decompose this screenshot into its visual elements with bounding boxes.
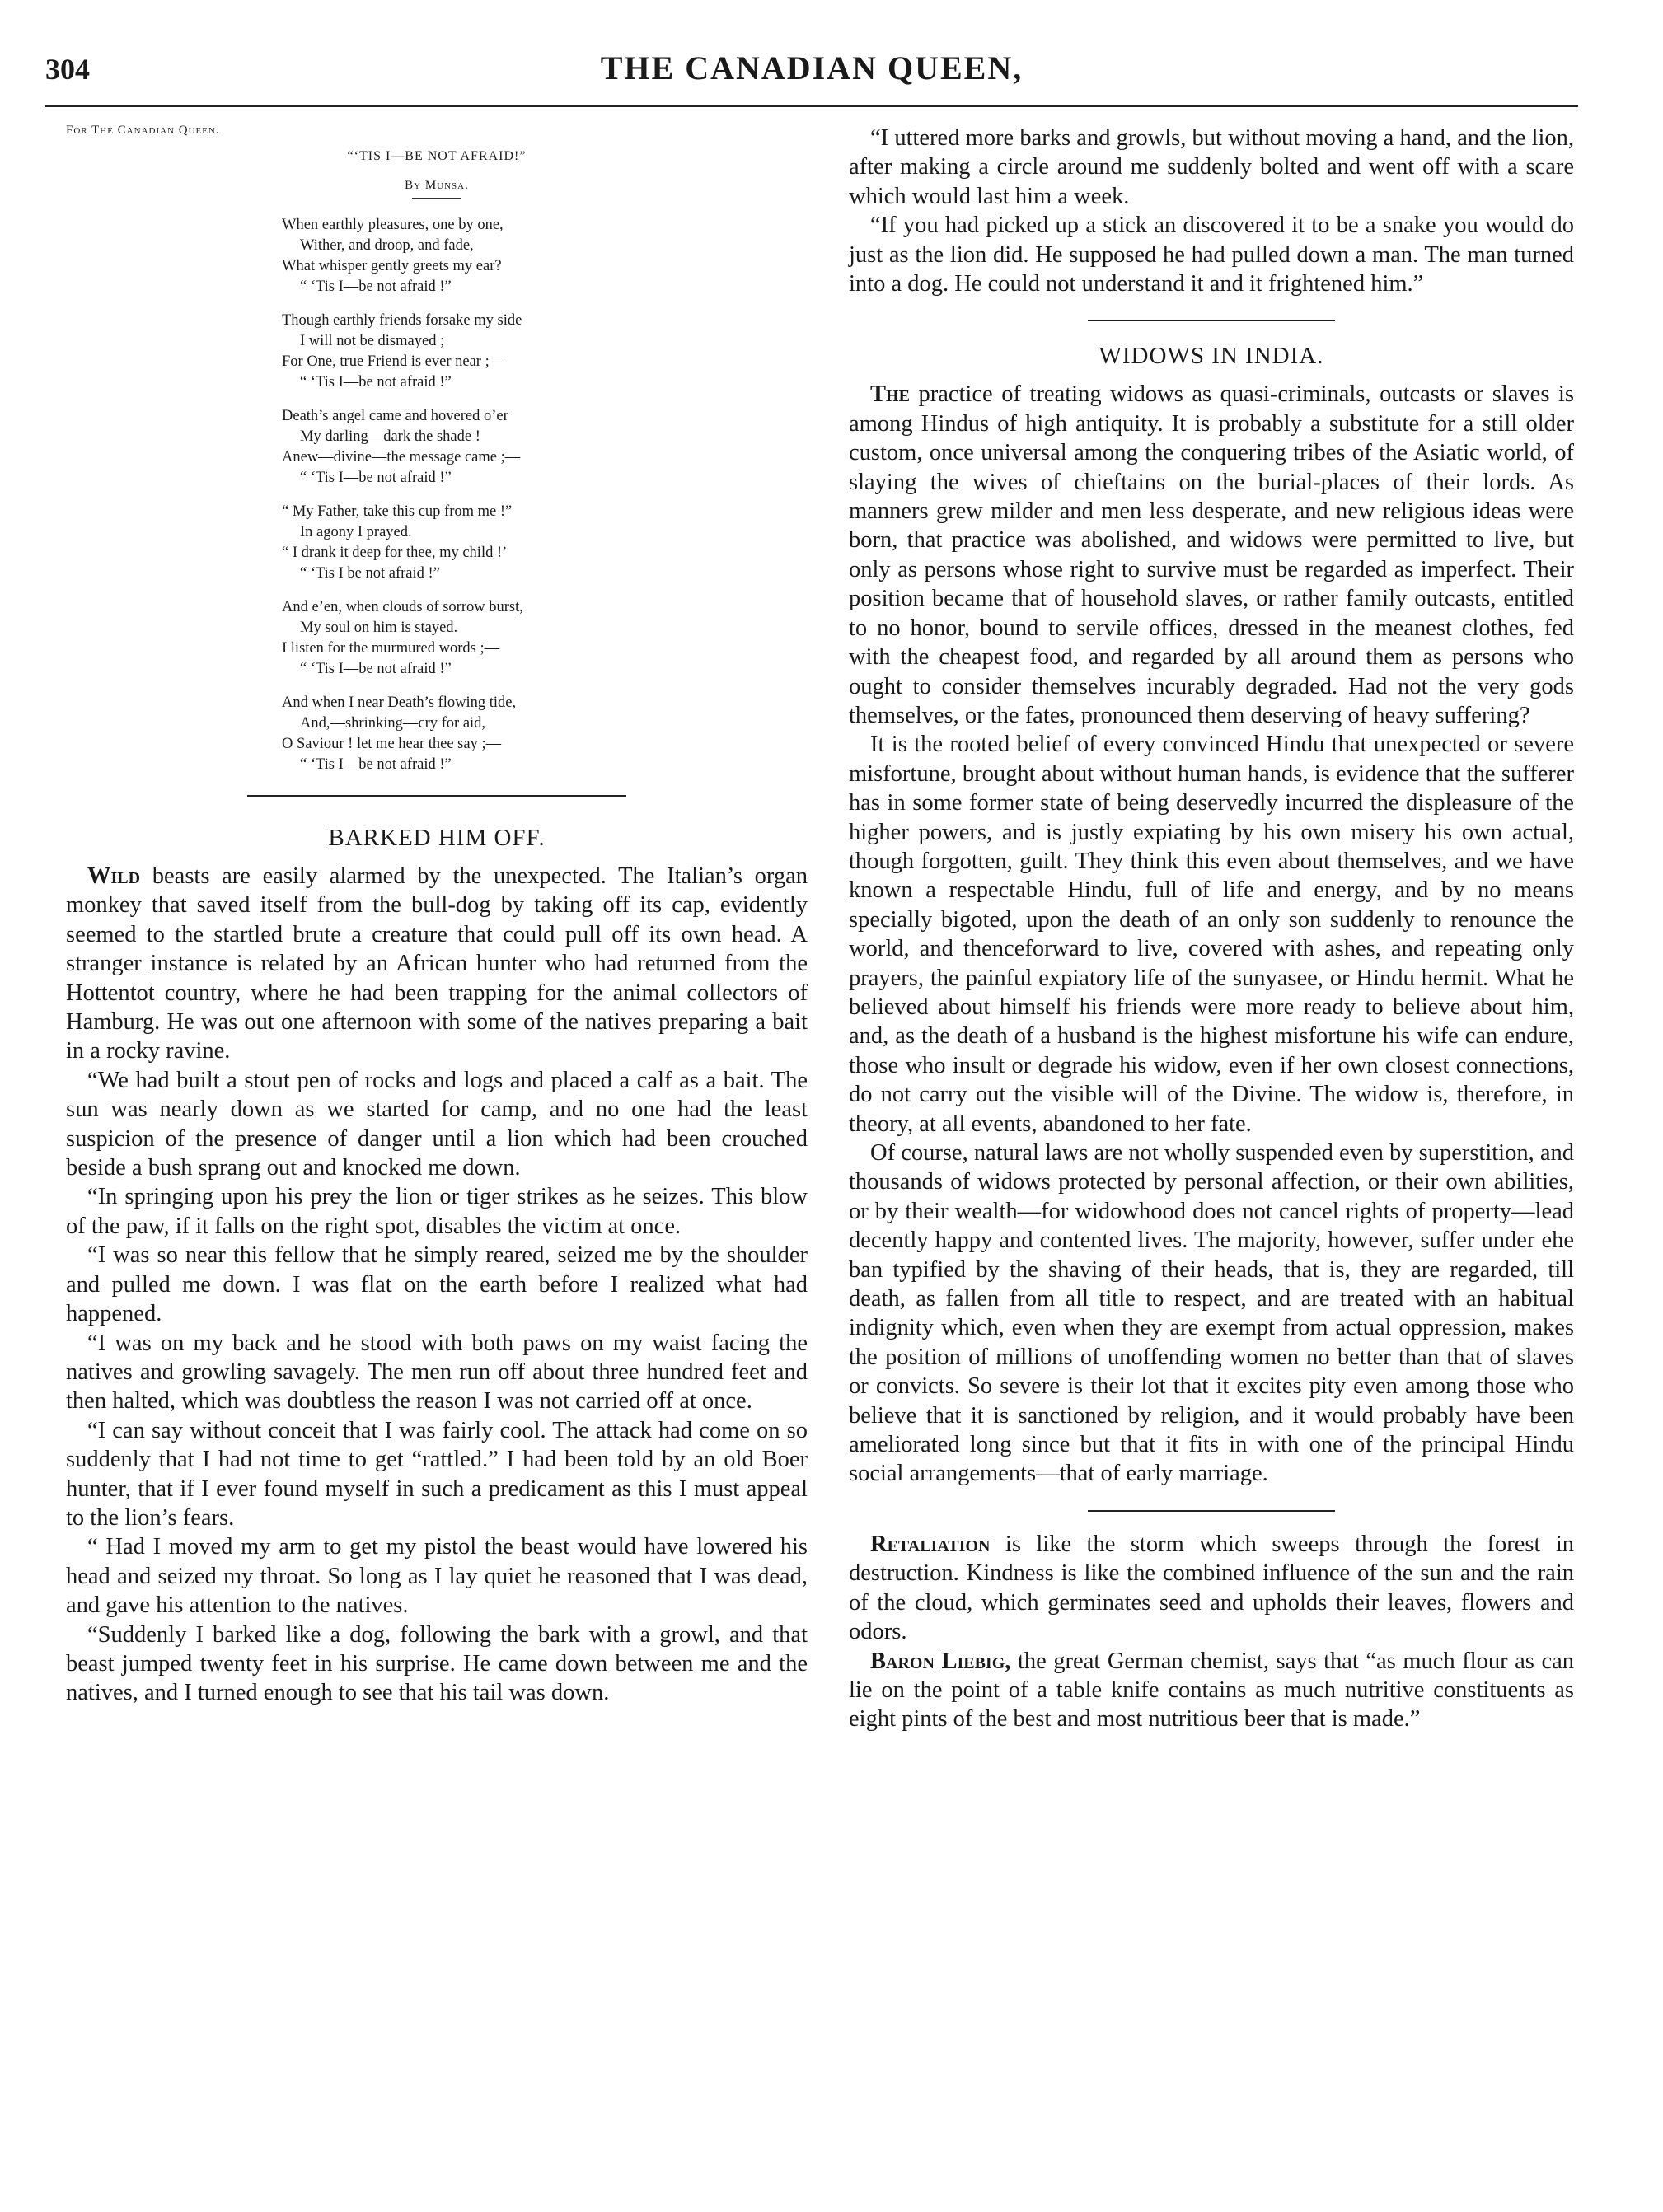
- poem-line: O Saviour ! let me hear thee say ;—: [282, 736, 502, 752]
- lead-word: Retaliation: [870, 1531, 991, 1557]
- lead-word: Wild: [87, 863, 141, 889]
- poem-rule: [412, 198, 461, 199]
- poem-line: I listen for the murmured words ;—: [282, 640, 500, 657]
- poem-line: “ My Father, take this cup from me !”: [282, 503, 513, 520]
- poem-line: “ ‘Tis I—be not afraid !”: [300, 278, 452, 295]
- poem-line: For One, true Friend is ever near ;—: [282, 353, 505, 370]
- article-paragraph: “I uttered more barks and growls, but without moving a hand, and the lion, after making a circle around me suddenly bolted and went off with a scare which would last him a week.: [849, 125, 1574, 209]
- article-paragraph: Of course, natural laws are not wholly suspended even by superstition, and thousands of widows protected by personal affection, or their own abilities, or by their wealth—for widowhood does not cancel rights of property—lead decently happy and contented lives. The majority, however, suffer under ehe ban typified by the shaving of their heads, that is, they are regarded, till death, as fallen from all title to respect, and are treated with an habitual indignity which, even when they are exempt from actual oppression, makes the position of millions of unoffending women no better than that of slaves or convicts. So severe is their lot that it excites pity even among those who believe that it is sanctioned by religion, and it would probably have been ameliorated long since but that it fits in with one of the principal Hindu social arrangements—that of early marriage.: [849, 1140, 1574, 1487]
- poem-line: “ I drank it deep for thee, my child !’: [282, 545, 508, 561]
- poem-line: Death’s angel came and hovered o’er: [282, 408, 508, 424]
- lead-word: The: [870, 381, 910, 408]
- lead-word: Baron Liebig,: [870, 1648, 1011, 1674]
- article-paragraph: “ Had I moved my arm to get my pistol the beast would have lowered his head and seized my throat. So long as I lay quiet he reasoned that I was dead, and gave his attention to the natives.: [66, 1534, 808, 1619]
- poem-body: [282, 215, 628, 775]
- article-paragraph: “In springing upon his prey the lion or tiger strikes as he seizes. This blow of the paw, if it falls on the right spot, disables the victim at once.: [66, 1184, 808, 1239]
- article-paragraph: “If you had picked up a stick an discovered it to be a snake you would do just as the lion did. He supposed he had pulled down a man. The man turned into a dog. He could not understand it and it frightened him.”: [849, 213, 1574, 297]
- article-heading-widows: WIDOWS IN INDIA.: [1099, 343, 1324, 370]
- poem-title: “‘TIS I—BE NOT AFRAID!”: [347, 149, 527, 163]
- article-paragraph: [849, 380, 1574, 730]
- poem-line: My darling—dark the shade !: [300, 428, 480, 445]
- poem-line: “ ‘Tis I—be not afraid !”: [300, 374, 452, 390]
- poem-line: What whisper gently greets my ear?: [282, 258, 502, 274]
- section-divider: [1088, 320, 1335, 321]
- article-heading-barked: BARKED HIM OFF.: [328, 825, 546, 851]
- poem-line: And when I near Death’s flowing tide,: [282, 694, 517, 711]
- poem-author: By Munsa.: [405, 179, 469, 192]
- section-divider: [247, 795, 626, 797]
- page-header: [45, 45, 1578, 95]
- poem-for-line: For The Canadian Queen.: [66, 124, 220, 137]
- page-number: 304: [45, 53, 90, 86]
- article-paragraph: “We had built a stout pen of rocks and logs and placed a calf as a bait. The sun was nearly down as we started for camp, and no one had the least suspicion of the presence of danger until a lion which had been crouched beside a bush sprang out and knocked me down.: [66, 1067, 808, 1181]
- right-column: [849, 124, 1574, 1734]
- masthead: THE CANADIAN QUEEN,: [600, 49, 1024, 87]
- article-paragraph: It is the rooted belief of every convinced Hindu that unexpected or severe misfortune, brought about without human hands, is evidence that the sufferer has in some former state of being deservedly incurred the displeasure of the higher powers, and is justly expiating by his own misery his own actual, though forgotten, guilt. They think this even about themselves, and we have known a respectable Hindu, full of life and energy, and by no means specially bigoted, upon the death of an only son suddenly to renounce the world, and thenceforward to live, covered with ashes, and repeating only prayers, the painful expiatory life of the sunyasee, or Hindu hermit. What he believed about himself his friends were more ready to believe about him, and, as the death of a husband is the highest misfortune his wife can endure, those who insult or degrade his widow, even if her own closest connections, do not carry out the visible will of the Divine. The widow is, therefore, in theory, at all events, abandoned to her fate.: [849, 732, 1574, 1137]
- paragraph-text: practice of treating widows as quasi-criminals, outcasts or slaves is among Hindus of high antiquity. It is probably a substitute for a still older custom, once universal among the conquering tribes of the Asiatic world, of slaying the wives of chieftains on the burial-places of their lords. As manners grew milder and men less desperate, and new religious ideas were born, that practice was abolished, and widows were permitted to live, but only as persons whose right to survive must be regarded as imperfect. Their position became that of household slaves, or rather family outcasts, entitled to no honor, bound to servile offices, dressed in the meanest clothes, fed with the cheapest food, and regarded by all around them as persons who ought to consider themselves incurably degraded. Had not the very gods themselves, or the fates, pronounced them deserving of heavy suffering?: [849, 381, 1574, 728]
- paragraph-text: is like the storm which sweeps through the forest in destruction. Kindness is like the combined influence of the sun and the rain of the cloud, which germinates seed and upholds their leaves, flowers and odors.: [849, 1531, 1574, 1645]
- poem-line: In agony I prayed.: [300, 524, 412, 540]
- poem-line: “ ‘Tis I—be not afraid !”: [300, 756, 452, 773]
- article-paragraph: “I was so near this fellow that he simply reared, seized me by the shoulder and pulled me down. I was flat on the earth before I realized what had happened.: [66, 1242, 808, 1327]
- article-paragraph: [66, 862, 808, 1066]
- poem-line: When earthly pleasures, one by one,: [282, 217, 504, 233]
- poem-line: Though earthly friends forsake my side: [282, 312, 522, 329]
- liebig-paragraph: [849, 1647, 1574, 1734]
- poem-line: And e’en, when clouds of sorrow burst,: [282, 599, 523, 615]
- poem-stanza: [282, 311, 628, 393]
- poem-line: Anew—divine—the message came ;—: [282, 449, 521, 465]
- poem-line: And,—shrinking—cry for aid,: [300, 715, 486, 732]
- poem-line: “ ‘Tis I—be not afraid !”: [300, 470, 452, 486]
- poem-stanza: [282, 693, 628, 775]
- article-paragraph: “I was on my back and he stood with both paws on my waist facing the natives and growling savagely. The men run off about three hundred feet and then halted, which was doubtless the reason I was not carried off at once.: [66, 1330, 808, 1415]
- article-paragraph: “Suddenly I barked like a dog, following the bark with a growl, and that beast jumped twenty feet in his surprise. He came down between me and the natives, and I turned enough to see that his tail was down.: [66, 1621, 808, 1706]
- poem-line: “ ‘Tis I—be not afraid !”: [300, 661, 452, 677]
- poem-line: Wither, and droop, and fade,: [300, 237, 474, 254]
- poem-line: I will not be dismayed ;: [300, 333, 445, 349]
- paragraph-text: the great German chemist, says that “as much flour as can lie on the point of a table knife contains as much nutritive constituents as eight pints of the best and most nutritious beer that is made.”: [849, 1648, 1574, 1733]
- paragraph-text: beasts are easily alarmed by the unexpected. The Italian’s organ monkey that saved itself from the bull-dog by taking off its cap, evidently seemed to the startled brute a creature that could pull off its own head. A stranger instance is related by an African hunter who had returned from the Hottentot country, where he had been trapping for the animal collectors of Hamburg. He was out one afternoon with some of the natives preparing a bait in a rocky ravine.: [66, 863, 808, 1064]
- poem-stanza: [282, 215, 628, 297]
- poem-line: “ ‘Tis I be not afraid !”: [300, 565, 440, 582]
- retaliation-paragraph: [849, 1530, 1574, 1647]
- left-column: [66, 124, 808, 1708]
- article-paragraph: “I can say without conceit that I was fairly cool. The attack had come on so suddenly that I had not time to get “rattled.” I had been told by an old Boer hunter, that if I ever found myself in such a predicament as this I must appeal to the lion’s fears.: [66, 1417, 808, 1531]
- section-divider: [1088, 1510, 1335, 1512]
- poem-stanza: [282, 406, 628, 489]
- poem-stanza: [282, 597, 628, 680]
- header-rule: [45, 105, 1578, 107]
- poem-line: My soul on him is stayed.: [300, 620, 458, 636]
- poem-stanza: [282, 502, 628, 584]
